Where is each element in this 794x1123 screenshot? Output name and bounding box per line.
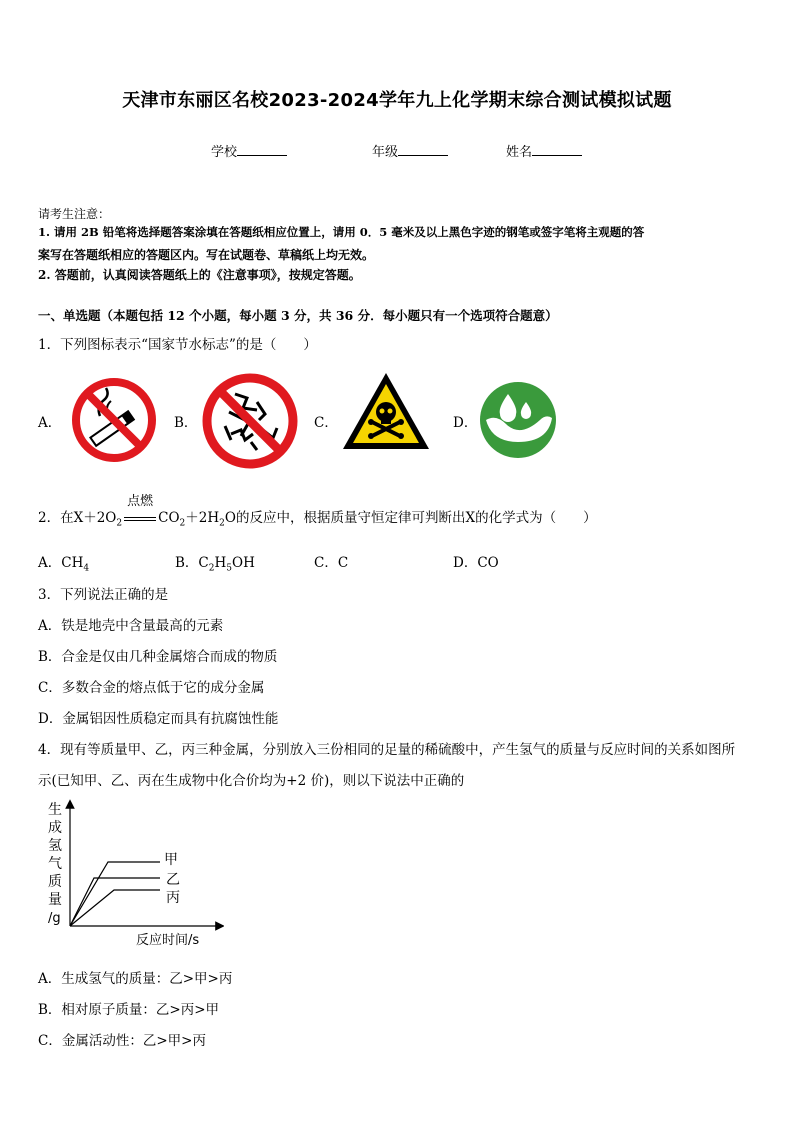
q4-option-a: A．生成氢气的质量：乙>甲>丙 <box>38 971 233 987</box>
q2-option-d: D．CO <box>453 555 499 571</box>
notice-heading: 请考生注意： <box>38 207 111 221</box>
school-blank[interactable] <box>237 143 287 156</box>
grade-blank[interactable] <box>398 143 448 156</box>
q4-option-b: B．相对原子质量：乙>丙>甲 <box>38 1002 220 1018</box>
grade-label: 年级 <box>372 145 399 160</box>
q3-stem: 3．下列说法正确的是 <box>38 587 169 603</box>
q4-stem-line-1: 4．现有等质量甲、乙，丙三种金属，分别放入三份相同的足量的稀硫酸中，产生氢气的质量与反应时间的关系如图所 <box>38 742 736 758</box>
name-label: 姓名 <box>506 145 533 160</box>
xlabel: 反应时间/s <box>136 933 200 948</box>
ylabel-char-4: 气 <box>48 856 62 872</box>
q4-chart <box>44 798 224 950</box>
school-field <box>211 141 287 160</box>
series-label-jia: 甲 <box>164 852 178 868</box>
ylabel-char-6: 量 <box>48 892 62 908</box>
series-yi-line <box>70 878 160 926</box>
q1-option-d-label: D． <box>453 415 478 431</box>
no-smoking-icon <box>70 376 158 464</box>
q2-condition-text: 点燃 <box>127 494 154 509</box>
q2-option-c: C．C <box>314 555 349 571</box>
q1-option-b-label: B． <box>174 415 198 431</box>
ylabel-char-7: /g <box>48 911 61 926</box>
q4-option-c: C．金属活动性：乙>甲>丙 <box>38 1033 206 1049</box>
q3-option-a: A．铁是地壳中含量最高的元素 <box>38 618 224 634</box>
notice-item-1-line-1: 1. 请用 2B 铅笔将选择题答案涂填在答题纸相应位置上，请用 0．5 毫米及以上黑色字迹的钢笔或签字笔将主观题的答 <box>38 225 645 239</box>
q3-option-b: B．合金是仅由几种金属熔合而成的物质 <box>38 649 278 665</box>
section-heading: 一、单选题（本题包括 12 个小题，每小题 3 分，共 36 分．每小题只有一个选项符合题意） <box>38 308 558 323</box>
q2-stem-end: 的化学式为（ ） <box>475 510 597 526</box>
q4-stem-line-2: 示(已知甲、乙、丙在生成物中化合价均为+2 价)，则以下说法中正确的 <box>38 773 465 789</box>
q1-option-c-label: C． <box>314 415 338 431</box>
q2-x-2: X <box>465 510 476 526</box>
q2-option-a: A．$CH_4$ <box>38 555 90 574</box>
series-label-yi: 乙 <box>166 872 180 888</box>
page-title: 天津市东丽区名校2023-2024学年九上化学期末综合测试模拟试题 <box>122 90 672 111</box>
q2-stem-tail: 的反应中，根据质量守恒定律可判断出 <box>235 510 466 526</box>
school-label: 学校 <box>211 145 238 160</box>
ylabel-char-3: 氢 <box>48 838 62 854</box>
no-fireworks-icon <box>201 372 299 470</box>
grade-field <box>372 141 448 160</box>
q2-number: 2．在 <box>38 510 74 526</box>
notice-item-2: 2. 答题前，认真阅读答题纸上的《注意事项》，按规定答题。 <box>38 268 361 282</box>
name-field <box>506 141 582 160</box>
q2-option-b: B．$C_2H_5OH$ <box>175 555 255 574</box>
q2-stem: 2．在$X+2O_2$ 点燃 $CO_2+2H_2O$的反应中，根据质量守恒定律可判断出X的化学式为（ ） <box>38 506 597 529</box>
q3-option-c: C．多数合金的熔点低于它的成分金属 <box>38 680 265 696</box>
q3-option-d: D．金属铝因性质稳定而具有抗腐蚀性能 <box>38 711 279 727</box>
toxic-warning-icon <box>340 370 432 452</box>
q2-condition <box>122 494 158 526</box>
series-bing-line <box>70 890 160 926</box>
ylabel-char-2: 成 <box>48 820 62 836</box>
series-label-bing: 丙 <box>166 890 180 906</box>
q1-stem: 1．下列图标表示“国家节水标志”的是（ ） <box>38 337 317 353</box>
q1-option-a-label: A． <box>38 415 62 431</box>
name-blank[interactable] <box>532 143 582 156</box>
ylabel-char-1: 生 <box>48 802 62 818</box>
notice-item-1-line-2: 案写在答题纸相应的答题区内。写在试题卷、草稿纸上均无效。 <box>38 248 375 262</box>
ylabel-char-5: 质 <box>48 874 62 890</box>
q2-x: X <box>73 510 84 526</box>
series-jia-line <box>70 862 160 926</box>
water-saving-icon <box>478 380 558 460</box>
